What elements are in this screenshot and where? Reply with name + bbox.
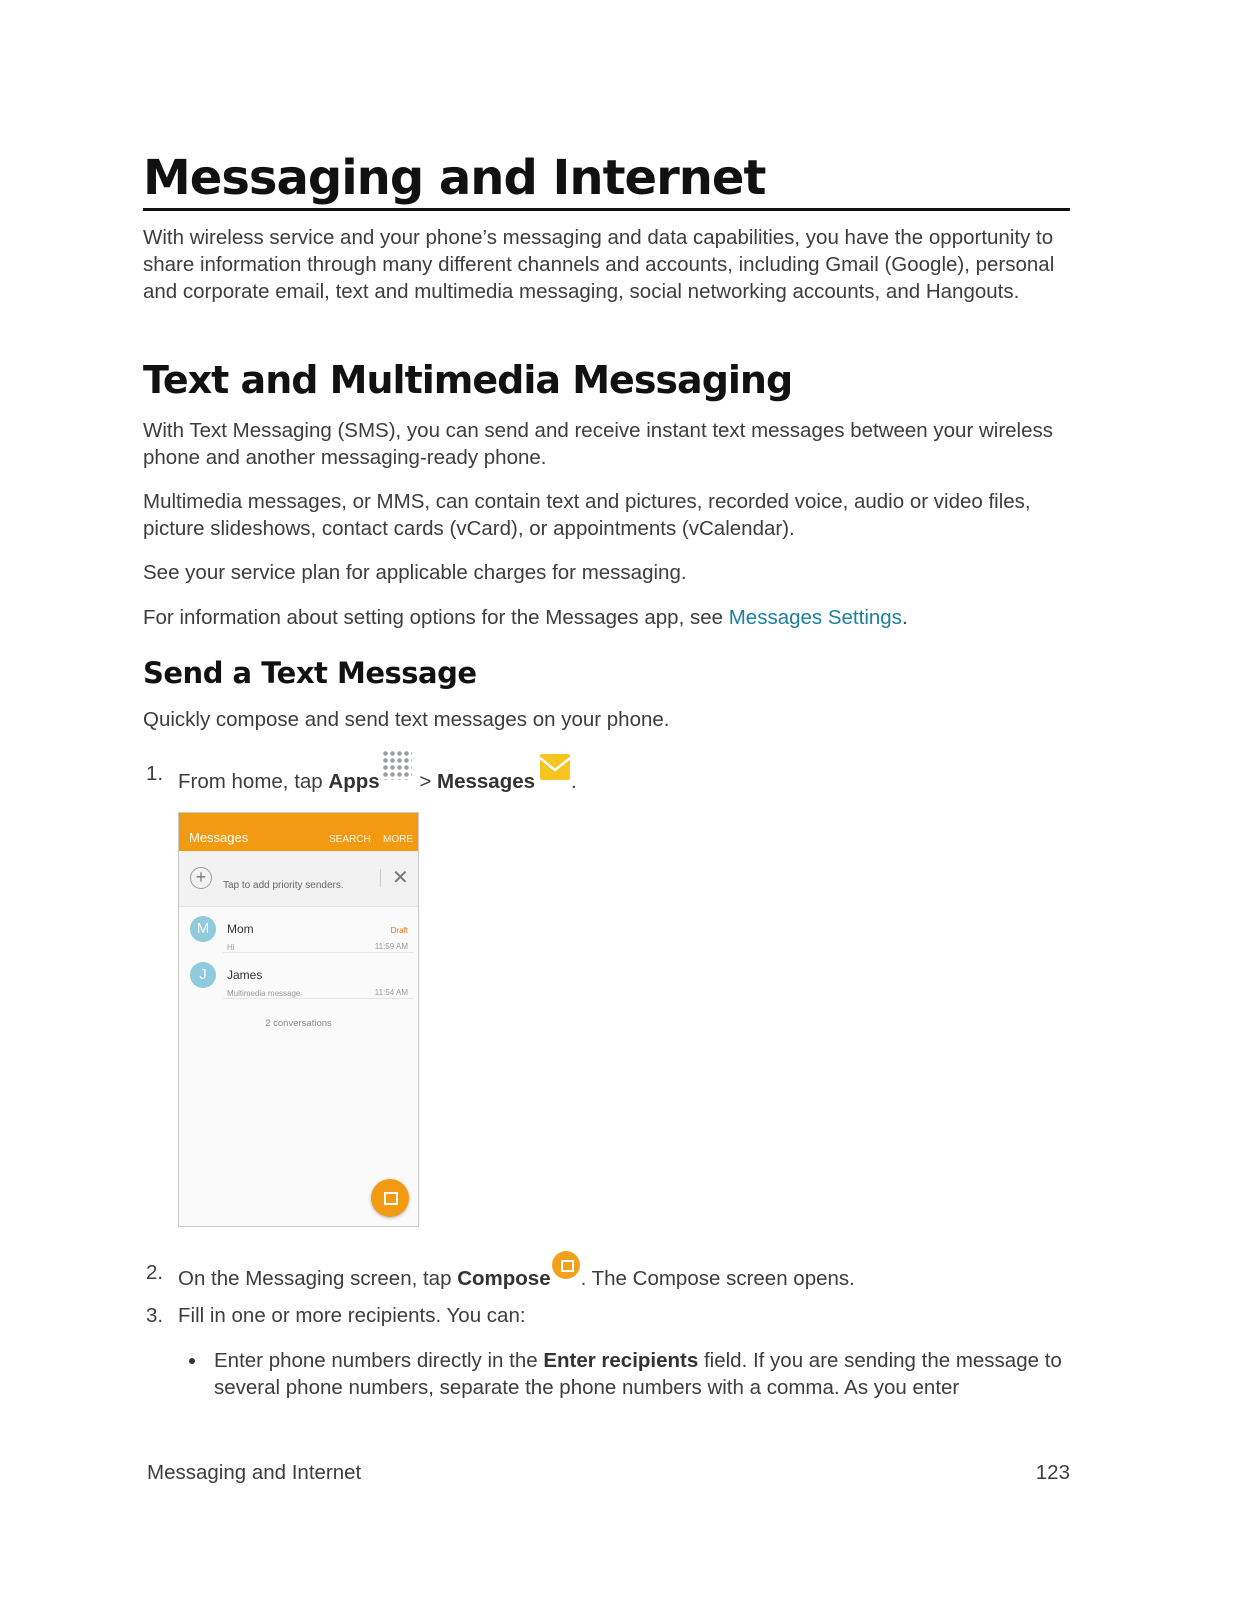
section-heading: Text and Multimedia Messaging bbox=[143, 358, 793, 402]
priority-text: Tap to add priority senders. bbox=[223, 880, 344, 891]
enter-recipients-label: Enter recipients bbox=[543, 1349, 699, 1372]
step-number: 1. bbox=[146, 762, 164, 785]
conversation-count: 2 conversations bbox=[265, 1018, 332, 1029]
compose-icon bbox=[552, 1251, 580, 1279]
plus-icon[interactable]: + bbox=[190, 867, 212, 889]
bullet-dot bbox=[189, 1358, 195, 1364]
message-snippet: Hi bbox=[227, 943, 235, 952]
draft-badge: Draft bbox=[390, 926, 408, 935]
settings-paragraph bbox=[143, 604, 1070, 631]
priority-senders-bar[interactable] bbox=[179, 851, 418, 907]
compose-label: Compose bbox=[457, 1267, 551, 1290]
more-action[interactable]: MORE bbox=[383, 834, 413, 845]
contact-name: James bbox=[227, 968, 263, 982]
step-number: 2. bbox=[146, 1261, 164, 1284]
bullet-text: Enter phone numbers directly in the Enter recipients field. If you are sending the message to several phone numbers, separate the phone numbers with a comma. As you enter bbox=[214, 1349, 1062, 1399]
step-text: Fill in one or more recipients. You can: bbox=[178, 1304, 526, 1327]
messages-envelope-icon bbox=[539, 752, 571, 782]
app-bar bbox=[179, 813, 418, 851]
compose-icon[interactable] bbox=[371, 1179, 409, 1217]
charges-paragraph: See your service plan for applicable charges for messaging. bbox=[143, 561, 687, 584]
conversation-item[interactable] bbox=[179, 953, 418, 999]
footer-section-title: Messaging and Internet bbox=[147, 1461, 362, 1484]
timestamp: 11:54 AM bbox=[374, 988, 408, 997]
avatar: M bbox=[190, 916, 216, 942]
messages-settings-link[interactable]: Messages Settings bbox=[728, 606, 902, 629]
timestamp: 11:59 AM bbox=[374, 942, 408, 951]
conversation-item[interactable] bbox=[179, 907, 418, 953]
apps-label: Apps bbox=[328, 770, 380, 793]
messages-screenshot bbox=[178, 812, 419, 1227]
sms-paragraph: With Text Messaging (SMS), you can send and receive instant text messages between your wireless phone and another messaging-ready phone. bbox=[143, 419, 1054, 469]
contact-name: Mom bbox=[227, 922, 254, 936]
page-number: 123 bbox=[1035, 1461, 1070, 1484]
subsection-heading: Send a Text Message bbox=[143, 656, 477, 690]
subsection-intro: Quickly compose and send text messages on your phone. bbox=[143, 708, 670, 731]
step-text: On the Messaging screen, tap Compose . The Compose screen opens. bbox=[178, 1259, 1070, 1292]
step-number: 3. bbox=[146, 1304, 164, 1327]
messages-label: Messages bbox=[437, 770, 536, 793]
intro-paragraph: With wireless service and your phone’s messaging and data capabilities, you have the opportunity to share information through many different channels and accounts, including Gmail (Google), personal and corporate email, text and multimedia messaging, social networking accounts, and Hangouts. bbox=[143, 226, 1055, 303]
close-icon[interactable]: ✕ bbox=[392, 867, 409, 889]
apps-grid-icon bbox=[382, 750, 412, 780]
settings-period: . bbox=[901, 606, 908, 629]
avatar: J bbox=[190, 962, 216, 988]
divider bbox=[223, 998, 414, 999]
settings-text: For information about setting options for the Messages app, see bbox=[143, 606, 729, 629]
mms-paragraph: Multimedia messages, or MMS, can contain text and pictures, recorded voice, audio or video files, picture slideshows, contact cards (vCard), or appointments (vCalendar). bbox=[143, 490, 1031, 540]
divider bbox=[380, 869, 381, 887]
page-title: Messaging and Internet bbox=[143, 150, 1070, 211]
app-title: Messages bbox=[189, 830, 249, 845]
message-snippet: Multimedia message bbox=[227, 989, 301, 998]
search-action[interactable]: SEARCH bbox=[329, 834, 371, 845]
step-text: From home, tap Apps > Messages . bbox=[178, 760, 1070, 795]
